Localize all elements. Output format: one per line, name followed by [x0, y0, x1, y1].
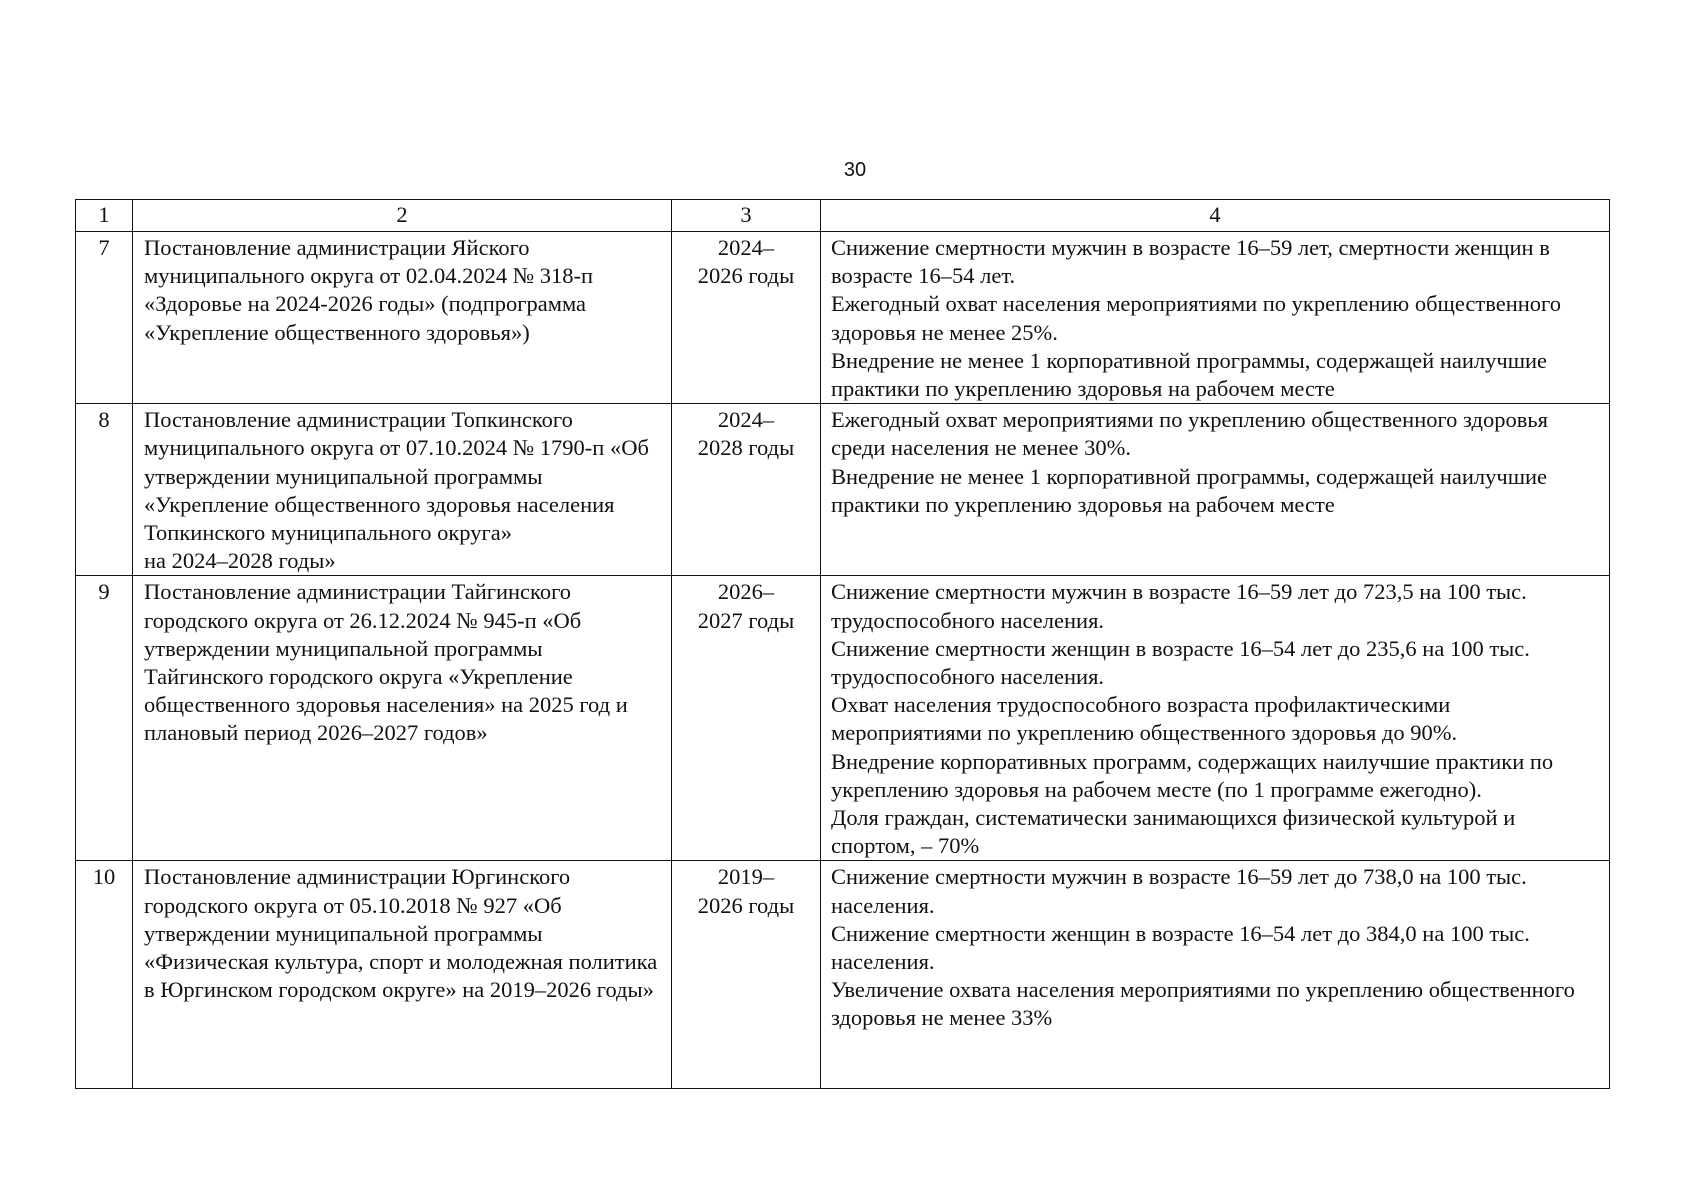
period-cell	[672, 861, 821, 1089]
goal-item: Доля граждан, систематически занимающихся физической культурой и спортом, – 70%	[831, 805, 1516, 859]
column-number-3: 3	[672, 200, 821, 232]
goal-item: Ежегодный охват населения мероприятиями по укреплению общественного здоровья не менее 25%.	[831, 291, 1561, 345]
row-number: 9	[76, 576, 133, 861]
goal-item: Увеличение охвата населения мероприятиями по укреплению общественного здоровья не менее 33%	[831, 977, 1575, 1031]
row-number: 8	[76, 404, 133, 576]
goal-item: Ежегодный охват мероприятиями по укреплению общественного здоровья среди населения не менее 30%.	[831, 407, 1548, 461]
goal-item: Снижение смертности мужчин в возрасте 16–59 лет, смертности женщин в возрасте 16–54 лет.	[831, 235, 1550, 289]
document-title: Постановление администрации Топкинского муниципального округа от 07.10.2024 № 1790-п «Об утверждении муниципальной программы «Укрепление общественного здоровья населения Топкинского муниципального округа»	[144, 407, 649, 546]
table-row	[76, 861, 1610, 1089]
goal-item: Снижение смертности мужчин в возрасте 16–59 лет до 723,5 на 100 тыс. трудоспособного населения.	[831, 579, 1527, 633]
document-title: Постановление администрации Тайгинского городского округа от 26.12.2024 № 945-п «Об утверждении муниципальной программы Тайгинского городского округа «Укрепление общественного здоровья населения» на 2025 год и плановый период 2026–2027 годов»	[144, 579, 628, 746]
period-start: 2024–	[717, 235, 775, 260]
period-cell	[672, 404, 821, 576]
row-number: 7	[76, 232, 133, 404]
column-number-1: 1	[76, 200, 133, 232]
document-cell	[133, 232, 672, 404]
period-start: 2019–	[717, 864, 775, 890]
column-number-2: 2	[133, 200, 672, 232]
document-title: Постановление администрации Яйского муниципального округа от 02.04.2024 № 318-п «Здоровье на 2024-2026 годы» (подпрограмма «Укрепление общественного здоровья»)	[144, 235, 594, 345]
programs-table	[75, 199, 1610, 1089]
column-number-4: 4	[821, 200, 1610, 232]
page-number: 30	[843, 159, 867, 181]
goals-cell	[821, 576, 1610, 861]
goal-item: Внедрение не менее 1 корпоративной программы, содержащей наилучшие практики по укреплению здоровья на рабочем месте	[831, 347, 1548, 402]
table-header-row	[76, 200, 1610, 232]
period-end: 2026 годы	[697, 892, 795, 918]
document-title-tail: на 2024–2028 годы»	[144, 548, 336, 574]
document-cell	[133, 861, 672, 1089]
period-cell	[672, 232, 821, 404]
period-end: 2027 годы	[697, 607, 795, 633]
period-start: 2026–	[717, 579, 775, 605]
document-cell	[133, 576, 672, 861]
period-cell	[672, 576, 821, 861]
period-end: 2028 годы	[697, 435, 795, 461]
period-end: 2026 годы	[697, 263, 795, 289]
table-row	[76, 232, 1610, 404]
table-row	[76, 404, 1610, 576]
period-start: 2024–	[717, 407, 775, 433]
document-cell	[133, 404, 672, 576]
row-number: 10	[76, 861, 133, 1089]
goals-cell	[821, 232, 1610, 404]
document-title: Постановление администрации Юргинского городского округа от 05.10.2018 № 927 «Об утверждении муниципальной программы «Физическая культура, спорт и молодежная политика в Юргинском городском округе» на 2019–2026 годы»	[144, 864, 658, 1003]
goals-cell	[821, 404, 1610, 576]
goal-item: Охват населения трудоспособного возраста профилактическими мероприятиями по укреплению общественного здоровья до 90%.	[831, 692, 1458, 746]
table-row	[76, 576, 1610, 861]
goal-item: Снижение смертности мужчин в возрасте 16–59 лет до 738,0 на 100 тыс. населения.	[831, 864, 1527, 918]
goal-item: Снижение смертности женщин в возрасте 16–54 лет до 235,6 на 100 тыс. трудоспособного населения.	[831, 635, 1530, 690]
goal-item: Внедрение корпоративных программ, содержащих наилучшие практики по укреплению здоровья на рабочем месте (по 1 программе ежегодно).	[831, 748, 1554, 802]
goal-item: Снижение смертности женщин в возрасте 16–54 лет до 384,0 на 100 тыс. населения.	[831, 920, 1530, 975]
goals-cell	[821, 861, 1610, 1089]
goal-item: Внедрение не менее 1 корпоративной программы, содержащей наилучшие практики по укреплению здоровья на рабочем месте	[831, 463, 1548, 517]
